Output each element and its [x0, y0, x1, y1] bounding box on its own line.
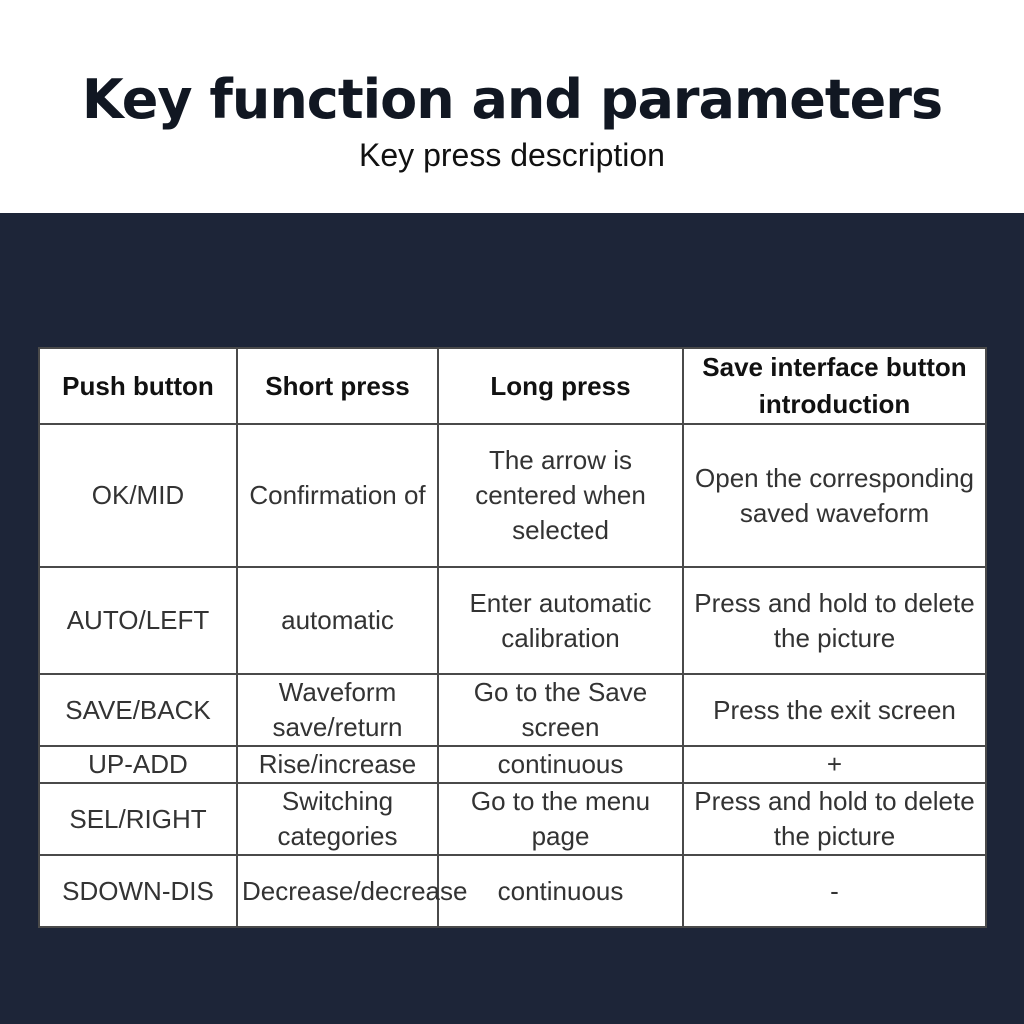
- key-function-table: [38, 347, 987, 928]
- cell-long-press: Go to the menu page: [438, 783, 683, 855]
- table-row: [39, 855, 986, 927]
- cell-save-interface: Press and hold to delete the picture: [683, 783, 986, 855]
- cell-save-interface: Open the corresponding saved waveform: [683, 424, 986, 567]
- column-header-push-button: Push button: [39, 348, 237, 424]
- table-header-row: [39, 348, 986, 424]
- cell-push-button: SAVE/BACK: [39, 674, 237, 746]
- cell-long-press: Go to the Save screen: [438, 674, 683, 746]
- cell-save-interface: Press the exit screen: [683, 674, 986, 746]
- key-function-table-container: [38, 347, 985, 923]
- cell-push-button: UP-ADD: [39, 746, 237, 783]
- cell-save-interface: Press and hold to delete the picture: [683, 567, 986, 674]
- cell-long-press: Enter automatic calibration: [438, 567, 683, 674]
- page-subtitle: Key press description: [359, 137, 665, 173]
- column-header-long-press: Long press: [438, 348, 683, 424]
- table-row: [39, 746, 986, 783]
- cell-push-button: OK/MID: [39, 424, 237, 567]
- cell-long-press: continuous: [438, 746, 683, 783]
- column-header-save-interface: Save interface button introduction: [683, 348, 986, 424]
- cell-short-press: Waveform save/return: [237, 674, 438, 746]
- cell-push-button: AUTO/LEFT: [39, 567, 237, 674]
- table-row: [39, 783, 986, 855]
- cell-short-press: Decrease/decrease: [237, 855, 438, 927]
- table-row: [39, 424, 986, 567]
- cell-save-interface: -: [683, 855, 986, 927]
- cell-short-press: automatic: [237, 567, 438, 674]
- cell-short-press: Confirmation of: [237, 424, 438, 567]
- cell-short-press: Rise/increase: [237, 746, 438, 783]
- table-row: [39, 567, 986, 674]
- cell-save-interface: +: [683, 746, 986, 783]
- cell-push-button: SEL/RIGHT: [39, 783, 237, 855]
- cell-push-button: SDOWN-DIS: [39, 855, 237, 927]
- header: [0, 0, 1024, 213]
- table-row: [39, 674, 986, 746]
- cell-long-press: continuous: [438, 855, 683, 927]
- page-title: Key function and parameters: [81, 68, 943, 131]
- cell-long-press: The arrow is centered when selected: [438, 424, 683, 567]
- column-header-short-press: Short press: [237, 348, 438, 424]
- cell-short-press: Switching categories: [237, 783, 438, 855]
